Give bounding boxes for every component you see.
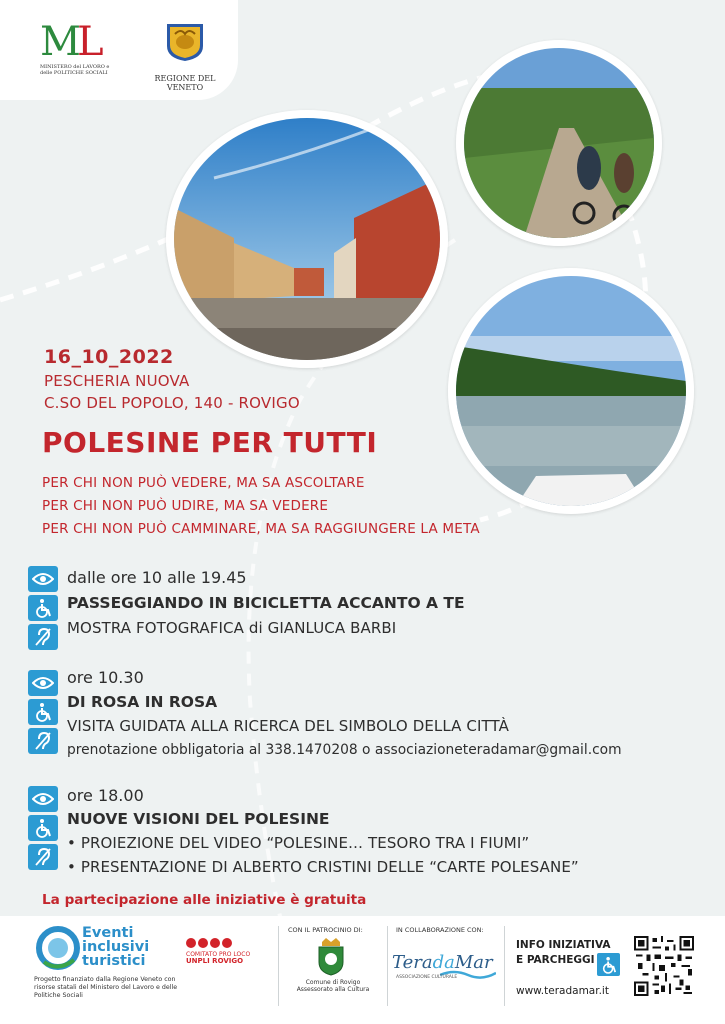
region-text: REGIONE DEL VENETO — [154, 74, 216, 92]
patronage-label: CON IL PATROCINIO DI: — [288, 926, 363, 934]
photo-bicycle-path — [456, 40, 662, 246]
rovigo-crest-icon — [314, 938, 348, 976]
eye-icon — [28, 786, 58, 812]
tagline: PER CHI NON PUÒ UDIRE, MA SA VEDERE — [42, 498, 329, 514]
event-address: C.SO DEL POPOLO, 140 - ROVIGO — [44, 394, 300, 412]
event-time: ore 10.30 — [67, 668, 144, 687]
pro-loco-line1: COMITATO PRO LOCO — [186, 951, 251, 958]
ministry-text: MINISTERO del LAVORO e delle POLITICHE SOCIALI — [40, 64, 110, 76]
divider — [278, 926, 279, 1006]
eventi-inclusivi-logo-icon — [36, 926, 88, 974]
event-title: PASSEGGIANDO IN BICICLETTA ACCANTO A TE — [67, 594, 465, 612]
eye-icon — [28, 566, 58, 592]
wheelchair-icon — [28, 595, 58, 621]
eventi-inclusivi-description: Progetto finanziato dalla Regione Veneto con risorse statali del Ministero del Lavoro e delle Politiche Sociali — [34, 976, 178, 999]
booking-note: prenotazione obbligatoria al 338.1470208 o associazioneteradamar@gmail.com — [67, 742, 622, 758]
qr-code-icon[interactable] — [634, 936, 694, 996]
ministry-mark: ML — [40, 19, 100, 65]
wheelchair-icon — [28, 815, 58, 841]
regione-veneto-logo — [140, 22, 230, 92]
comune-text: Comune di Rovigo Assessorato alla Cultura — [296, 979, 370, 993]
divider — [504, 926, 505, 1006]
main-title: POLESINE PER TUTTI — [42, 426, 378, 459]
pro-loco-dots — [186, 938, 266, 948]
eventi-inclusivi-title: Eventi inclusivi turistici — [82, 925, 150, 969]
teradamar-subtitle: ASSOCIAZIONE CULTURALE — [396, 975, 458, 980]
event-description: • PROIEZIONE DEL VIDEO “POLESINE… TESORO TRA I FIUMI” — [67, 834, 530, 852]
website-link[interactable]: www.teradamar.it — [516, 985, 609, 997]
photo-piazza — [166, 110, 448, 368]
divider — [387, 926, 388, 1006]
event-description: • PRESENTAZIONE DI ALBERTO CRISTINI DELLE “CARTE POLESANE” — [67, 858, 579, 876]
accessibility-icons — [28, 670, 58, 757]
info-title: INFO INIZIATIVA E PARCHEGGI — [516, 939, 611, 966]
event-time: dalle ore 10 alle 19.45 — [67, 568, 247, 587]
ear-icon — [28, 728, 58, 754]
eye-icon — [28, 670, 58, 696]
event-description: VISITA GUIDATA ALLA RICERCA DEL SIMBOLO DELLA CITTÀ — [67, 717, 509, 735]
event-venue: PESCHERIA NUOVA — [44, 372, 190, 390]
collaboration-label: IN COLLABORAZIONE CON: — [396, 926, 484, 934]
tagline: PER CHI NON PUÒ VEDERE, MA SA ASCOLTARE — [42, 475, 365, 491]
event-time: ore 18.00 — [67, 786, 144, 805]
tagline: PER CHI NON PUÒ CAMMINARE, MA SA RAGGIUNGERE LA META — [42, 521, 480, 537]
wheelchair-icon — [597, 953, 620, 976]
accessibility-icons — [28, 566, 58, 653]
free-participation-note: La partecipazione alle iniziative è gratuita — [42, 892, 367, 908]
photo-river — [448, 268, 694, 514]
accessibility-icons — [28, 786, 58, 873]
event-date: 16_10_2022 — [44, 346, 174, 368]
ear-icon — [28, 844, 58, 870]
ministry-logo — [40, 19, 120, 88]
event-title: DI ROSA IN ROSA — [67, 693, 218, 711]
pro-loco-line2: UNPLI ROVIGO — [186, 957, 244, 965]
teradamar-logo: TeradaMar — [392, 952, 493, 973]
pro-loco-logo — [186, 938, 266, 965]
event-description: MOSTRA FOTOGRAFICA di GIANLUCA BARBI — [67, 619, 397, 637]
ear-icon — [28, 624, 58, 650]
wheelchair-icon — [28, 699, 58, 725]
event-title: NUOVE VISIONI DEL POLESINE — [67, 810, 330, 828]
lion-shield-icon — [163, 22, 207, 62]
